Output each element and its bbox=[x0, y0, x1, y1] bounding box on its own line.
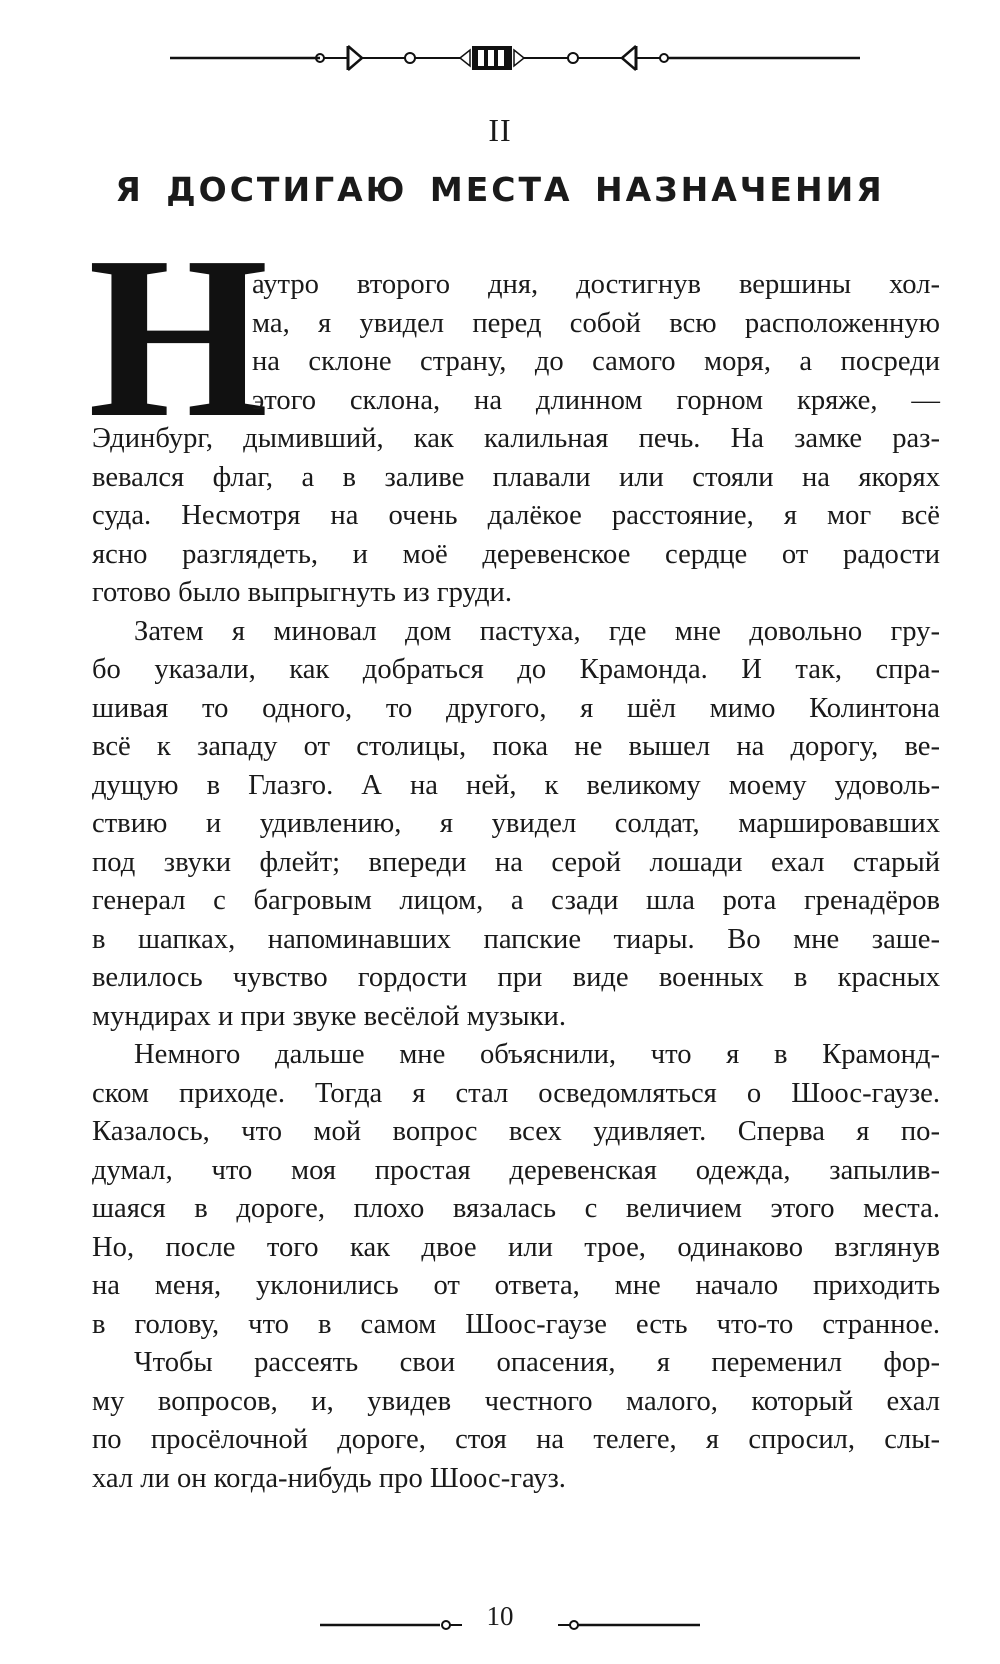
text-line: ском приходе. Тогда я стал осведомляться о Шоос-гаузе. bbox=[92, 1077, 940, 1109]
text-line: вевался флаг, а в заливе плавали или стояли на якорях bbox=[92, 461, 940, 493]
text-line: дущую в Глазго. А на ней, к великому моему удоволь- bbox=[92, 769, 940, 801]
text-line: шивая то одного, то другого, я шёл мимо Колинтона bbox=[92, 692, 940, 724]
text-line: по просёлочной дороге, стоя на телеге, я спросил, слы- bbox=[92, 1424, 940, 1455]
text-line: ствию и удивлению, я увидел солдат, маршировавших bbox=[92, 808, 940, 839]
text-line: на меня, уклонились от ответа, мне начало приходить bbox=[92, 1270, 940, 1301]
text-line: велилось чувство гордости при виде военных в красных bbox=[92, 962, 940, 993]
text-line: суда. Несмотря на очень далёкое расстояние, я мог всё bbox=[92, 500, 940, 531]
text-line: Чтобы рассеять свои опасения, я переменил фор- bbox=[134, 1347, 940, 1378]
text-line: хал ли он когда-нибудь про Шоос-гауз. bbox=[92, 1462, 566, 1494]
text-line: Но, после того как двое или трое, одинаково взглянув bbox=[92, 1231, 940, 1263]
chapter-number: II bbox=[488, 112, 512, 148]
text-line: бо указали, как добраться до Крамонда. И так, спра- bbox=[92, 654, 940, 685]
text-line: Немного дальше мне объяснили, что я в Крамонд- bbox=[134, 1039, 940, 1070]
text-line: аутро второго дня, достигнув вершины хол- bbox=[252, 269, 940, 300]
text-line: под звуки флейт; впереди на серой лошади ехал старый bbox=[92, 846, 940, 878]
text-line: на склоне страну, до самого моря, а посреди bbox=[252, 346, 940, 377]
text-line: му вопросов, и, увидев честного малого, который ехал bbox=[92, 1385, 940, 1417]
text-line: ясно разглядеть, и моё деревенское сердце от радости bbox=[92, 538, 940, 570]
text-line: генерал с багровым лицом, а сзади шла рота гренадёров bbox=[92, 885, 940, 916]
text-line: этого склона, на длинном горном кряже, — bbox=[252, 384, 940, 416]
text-line: думал, что моя простая деревенская одежда, запылив- bbox=[92, 1154, 940, 1186]
drop-cap: Н bbox=[88, 209, 269, 466]
text-line: готово было выпрыгнуть из груди. bbox=[92, 577, 512, 608]
text-line: в голову, что в самом Шоос-гаузе есть что-то странное. bbox=[92, 1308, 940, 1340]
text-line: мундирах и при звуке весёлой музыки. bbox=[92, 1000, 566, 1032]
text-line: Эдинбург, дымивший, как калильная печь. На замке раз- bbox=[92, 423, 940, 454]
chapter-title: Я ДОСТИГАЮ МЕСТА НАЗНАЧЕНИЯ bbox=[115, 170, 885, 209]
text-line: Казалось, что мой вопрос всех удивляет. Сперва я по- bbox=[92, 1116, 940, 1147]
text-line: ма, я увидел перед собой всю расположенную bbox=[252, 307, 940, 339]
text-line: шаяся в дороге, плохо вязалась с величием этого места. bbox=[92, 1193, 940, 1224]
text-line: всё к западу от столицы, пока не вышел на дорогу, ве- bbox=[92, 731, 940, 762]
page-number: 10 bbox=[486, 1601, 514, 1631]
text-line: Затем я миновал дом пастуха, где мне довольно гру- bbox=[134, 615, 940, 647]
text-line: в шапках, напоминавших папские тиары. Во мне заше- bbox=[92, 923, 940, 955]
top-ornament bbox=[170, 38, 860, 78]
